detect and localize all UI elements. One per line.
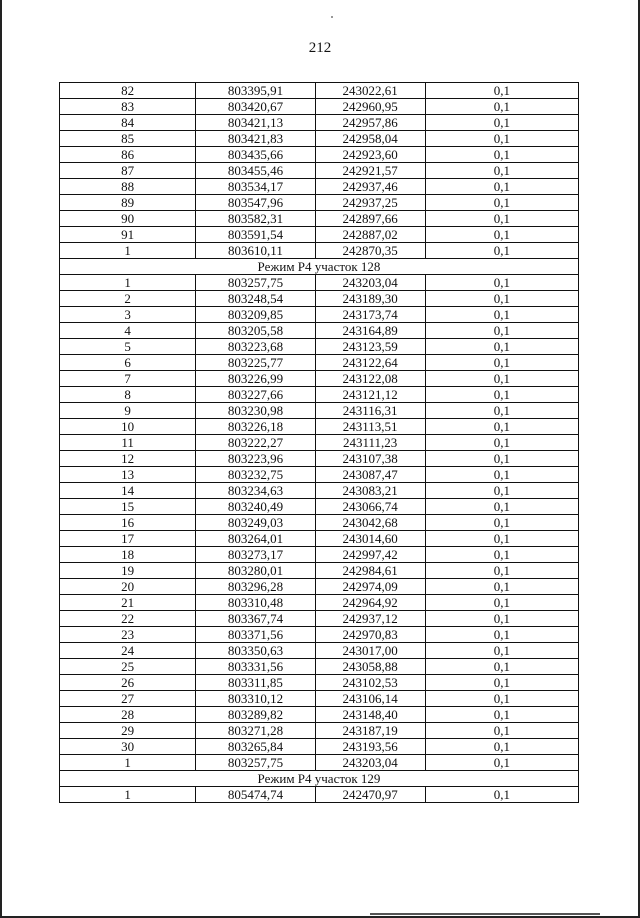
accuracy-cell: 0,1 <box>425 755 578 771</box>
y-coordinate-cell: 242964,92 <box>315 595 425 611</box>
point-number-cell: 1 <box>60 755 196 771</box>
x-coordinate-cell: 803209,85 <box>196 307 315 323</box>
point-number-cell: 1 <box>60 787 196 803</box>
table-row <box>60 723 579 739</box>
table-row <box>60 275 579 291</box>
x-coordinate-cell: 803547,96 <box>196 195 315 211</box>
accuracy-cell: 0,1 <box>425 723 578 739</box>
x-coordinate-cell: 803257,75 <box>196 755 315 771</box>
x-coordinate-cell: 803240,49 <box>196 499 315 515</box>
x-coordinate-cell: 803264,01 <box>196 531 315 547</box>
section-heading: Режим Р4 участок 128 <box>60 259 579 275</box>
y-coordinate-cell: 242974,09 <box>315 579 425 595</box>
accuracy-cell: 0,1 <box>425 179 578 195</box>
x-coordinate-cell: 803582,31 <box>196 211 315 227</box>
table-row <box>60 579 579 595</box>
y-coordinate-cell: 242937,25 <box>315 195 425 211</box>
point-number-cell: 9 <box>60 403 196 419</box>
y-coordinate-cell: 243193,56 <box>315 739 425 755</box>
x-coordinate-cell: 803232,75 <box>196 467 315 483</box>
x-coordinate-cell: 803610,11 <box>196 243 315 259</box>
point-number-cell: 90 <box>60 211 196 227</box>
table-row <box>60 467 579 483</box>
x-coordinate-cell: 803591,54 <box>196 227 315 243</box>
point-number-cell: 15 <box>60 499 196 515</box>
table-row <box>60 403 579 419</box>
x-coordinate-cell: 803350,63 <box>196 643 315 659</box>
table-row <box>60 83 579 99</box>
point-number-cell: 8 <box>60 387 196 403</box>
y-coordinate-cell: 242970,83 <box>315 627 425 643</box>
point-number-cell: 82 <box>60 83 196 99</box>
y-coordinate-cell: 242470,97 <box>315 787 425 803</box>
y-coordinate-cell: 243148,40 <box>315 707 425 723</box>
x-coordinate-cell: 803421,83 <box>196 131 315 147</box>
point-number-cell: 14 <box>60 483 196 499</box>
table-row <box>60 787 579 803</box>
point-number-cell: 10 <box>60 419 196 435</box>
y-coordinate-cell: 242958,04 <box>315 131 425 147</box>
y-coordinate-cell: 242997,42 <box>315 547 425 563</box>
table-row <box>60 339 579 355</box>
x-coordinate-cell: 805474,74 <box>196 787 315 803</box>
y-coordinate-cell: 243022,61 <box>315 83 425 99</box>
accuracy-cell: 0,1 <box>425 739 578 755</box>
y-coordinate-cell: 243083,21 <box>315 483 425 499</box>
x-coordinate-cell: 803248,54 <box>196 291 315 307</box>
table-row <box>60 739 579 755</box>
table-row <box>60 659 579 675</box>
y-coordinate-cell: 243106,14 <box>315 691 425 707</box>
point-number-cell: 25 <box>60 659 196 675</box>
accuracy-cell: 0,1 <box>425 707 578 723</box>
table-row <box>60 115 579 131</box>
table-row <box>60 451 579 467</box>
point-number-cell: 4 <box>60 323 196 339</box>
accuracy-cell: 0,1 <box>425 195 578 211</box>
x-coordinate-cell: 803230,98 <box>196 403 315 419</box>
section-heading-row <box>60 259 579 275</box>
table-row <box>60 163 579 179</box>
table-row <box>60 643 579 659</box>
point-number-cell: 87 <box>60 163 196 179</box>
x-coordinate-cell: 803222,27 <box>196 435 315 451</box>
accuracy-cell: 0,1 <box>425 515 578 531</box>
accuracy-cell: 0,1 <box>425 387 578 403</box>
table-row <box>60 499 579 515</box>
x-coordinate-cell: 803226,18 <box>196 419 315 435</box>
accuracy-cell: 0,1 <box>425 115 578 131</box>
table-row <box>60 195 579 211</box>
page-number: 212 <box>308 40 332 56</box>
point-number-cell: 13 <box>60 467 196 483</box>
accuracy-cell: 0,1 <box>425 627 578 643</box>
point-number-cell: 20 <box>60 579 196 595</box>
y-coordinate-cell: 243102,53 <box>315 675 425 691</box>
x-coordinate-cell: 803225,77 <box>196 355 315 371</box>
point-number-cell: 30 <box>60 739 196 755</box>
y-coordinate-cell: 243116,31 <box>315 403 425 419</box>
x-coordinate-cell: 803273,17 <box>196 547 315 563</box>
y-coordinate-cell: 242984,61 <box>315 563 425 579</box>
point-number-cell: 7 <box>60 371 196 387</box>
point-number-cell: 27 <box>60 691 196 707</box>
table-row <box>60 419 579 435</box>
accuracy-cell: 0,1 <box>425 99 578 115</box>
accuracy-cell: 0,1 <box>425 643 578 659</box>
table-row <box>60 211 579 227</box>
x-coordinate-cell: 803227,66 <box>196 387 315 403</box>
accuracy-cell: 0,1 <box>425 131 578 147</box>
table-row <box>60 243 579 259</box>
accuracy-cell: 0,1 <box>425 147 578 163</box>
y-coordinate-cell: 242923,60 <box>315 147 425 163</box>
accuracy-cell: 0,1 <box>425 243 578 259</box>
x-coordinate-cell: 803205,58 <box>196 323 315 339</box>
y-coordinate-cell: 243203,04 <box>315 275 425 291</box>
accuracy-cell: 0,1 <box>425 403 578 419</box>
table-row <box>60 435 579 451</box>
x-coordinate-cell: 803271,28 <box>196 723 315 739</box>
table-row <box>60 147 579 163</box>
x-coordinate-cell: 803223,96 <box>196 451 315 467</box>
point-number-cell: 86 <box>60 147 196 163</box>
y-coordinate-cell: 242937,12 <box>315 611 425 627</box>
y-coordinate-cell: 243121,12 <box>315 387 425 403</box>
y-coordinate-cell: 242897,66 <box>315 211 425 227</box>
y-coordinate-cell: 242937,46 <box>315 179 425 195</box>
accuracy-cell: 0,1 <box>425 371 578 387</box>
table-row <box>60 355 579 371</box>
point-number-cell: 6 <box>60 355 196 371</box>
accuracy-cell: 0,1 <box>425 419 578 435</box>
point-number-cell: 19 <box>60 563 196 579</box>
x-coordinate-cell: 803280,01 <box>196 563 315 579</box>
point-number-cell: 2 <box>60 291 196 307</box>
section-heading-row <box>60 771 579 787</box>
table-row <box>60 371 579 387</box>
table-row <box>60 755 579 771</box>
table-row <box>60 387 579 403</box>
y-coordinate-cell: 242960,95 <box>315 99 425 115</box>
x-coordinate-cell: 803311,85 <box>196 675 315 691</box>
point-number-cell: 28 <box>60 707 196 723</box>
x-coordinate-cell: 803367,74 <box>196 611 315 627</box>
y-coordinate-cell: 243173,74 <box>315 307 425 323</box>
table-row <box>60 515 579 531</box>
y-coordinate-cell: 242921,57 <box>315 163 425 179</box>
x-coordinate-cell: 803296,28 <box>196 579 315 595</box>
x-coordinate-cell: 803435,66 <box>196 147 315 163</box>
x-coordinate-cell: 803223,68 <box>196 339 315 355</box>
y-coordinate-cell: 243087,47 <box>315 467 425 483</box>
accuracy-cell: 0,1 <box>425 291 578 307</box>
table-row <box>60 291 579 307</box>
accuracy-cell: 0,1 <box>425 307 578 323</box>
point-number-cell: 88 <box>60 179 196 195</box>
accuracy-cell: 0,1 <box>425 547 578 563</box>
x-coordinate-cell: 803420,67 <box>196 99 315 115</box>
table-row <box>60 691 579 707</box>
accuracy-cell: 0,1 <box>425 675 578 691</box>
x-coordinate-cell: 803395,91 <box>196 83 315 99</box>
x-coordinate-cell: 803289,82 <box>196 707 315 723</box>
accuracy-cell: 0,1 <box>425 323 578 339</box>
point-number-cell: 24 <box>60 643 196 659</box>
point-number-cell: 11 <box>60 435 196 451</box>
y-coordinate-cell: 242887,02 <box>315 227 425 243</box>
accuracy-cell: 0,1 <box>425 691 578 707</box>
accuracy-cell: 0,1 <box>425 563 578 579</box>
point-number-cell: 16 <box>60 515 196 531</box>
accuracy-cell: 0,1 <box>425 499 578 515</box>
accuracy-cell: 0,1 <box>425 435 578 451</box>
table-row <box>60 675 579 691</box>
accuracy-cell: 0,1 <box>425 355 578 371</box>
x-coordinate-cell: 803310,48 <box>196 595 315 611</box>
scan-artifact-line <box>370 913 600 915</box>
x-coordinate-cell: 803455,46 <box>196 163 315 179</box>
table-row <box>60 227 579 243</box>
accuracy-cell: 0,1 <box>425 467 578 483</box>
point-number-cell: 1 <box>60 275 196 291</box>
accuracy-cell: 0,1 <box>425 163 578 179</box>
y-coordinate-cell: 243017,00 <box>315 643 425 659</box>
x-coordinate-cell: 803371,56 <box>196 627 315 643</box>
table-row <box>60 707 579 723</box>
accuracy-cell: 0,1 <box>425 659 578 675</box>
accuracy-cell: 0,1 <box>425 275 578 291</box>
y-coordinate-cell: 243066,74 <box>315 499 425 515</box>
y-coordinate-cell: 243122,08 <box>315 371 425 387</box>
point-number-cell: 1 <box>60 243 196 259</box>
point-number-cell: 91 <box>60 227 196 243</box>
table-row <box>60 547 579 563</box>
table-row <box>60 99 579 115</box>
y-coordinate-cell: 243107,38 <box>315 451 425 467</box>
y-coordinate-cell: 243122,64 <box>315 355 425 371</box>
table-row <box>60 563 579 579</box>
x-coordinate-cell: 803226,99 <box>196 371 315 387</box>
x-coordinate-cell: 803421,13 <box>196 115 315 131</box>
table-row <box>60 483 579 499</box>
section-heading: Режим Р4 участок 129 <box>60 771 579 787</box>
accuracy-cell: 0,1 <box>425 483 578 499</box>
y-coordinate-cell: 243187,19 <box>315 723 425 739</box>
point-number-cell: 17 <box>60 531 196 547</box>
table-row <box>60 323 579 339</box>
accuracy-cell: 0,1 <box>425 227 578 243</box>
accuracy-cell: 0,1 <box>425 595 578 611</box>
y-coordinate-cell: 243123,59 <box>315 339 425 355</box>
point-number-cell: 84 <box>60 115 196 131</box>
table-row <box>60 131 579 147</box>
point-number-cell: 23 <box>60 627 196 643</box>
y-coordinate-cell: 243042,68 <box>315 515 425 531</box>
y-coordinate-cell: 243113,51 <box>315 419 425 435</box>
point-number-cell: 21 <box>60 595 196 611</box>
x-coordinate-cell: 803265,84 <box>196 739 315 755</box>
table-row <box>60 595 579 611</box>
point-number-cell: 29 <box>60 723 196 739</box>
table-row <box>60 611 579 627</box>
point-number-cell: 89 <box>60 195 196 211</box>
table-row <box>60 627 579 643</box>
accuracy-cell: 0,1 <box>425 579 578 595</box>
y-coordinate-cell: 243203,04 <box>315 755 425 771</box>
coordinates-table-body <box>60 83 579 803</box>
accuracy-cell: 0,1 <box>425 339 578 355</box>
table-row <box>60 307 579 323</box>
point-number-cell: 26 <box>60 675 196 691</box>
x-coordinate-cell: 803310,12 <box>196 691 315 707</box>
accuracy-cell: 0,1 <box>425 611 578 627</box>
table-row <box>60 179 579 195</box>
y-coordinate-cell: 242870,35 <box>315 243 425 259</box>
x-coordinate-cell: 803534,17 <box>196 179 315 195</box>
y-coordinate-cell: 243058,88 <box>315 659 425 675</box>
point-number-cell: 5 <box>60 339 196 355</box>
point-number-cell: 3 <box>60 307 196 323</box>
point-number-cell: 12 <box>60 451 196 467</box>
y-coordinate-cell: 242957,86 <box>315 115 425 131</box>
x-coordinate-cell: 803331,56 <box>196 659 315 675</box>
y-coordinate-cell: 243111,23 <box>315 435 425 451</box>
x-coordinate-cell: 803257,75 <box>196 275 315 291</box>
accuracy-cell: 0,1 <box>425 787 578 803</box>
point-number-cell: 22 <box>60 611 196 627</box>
scan-speck <box>331 16 333 18</box>
y-coordinate-cell: 243189,30 <box>315 291 425 307</box>
y-coordinate-cell: 243164,89 <box>315 323 425 339</box>
x-coordinate-cell: 803249,03 <box>196 515 315 531</box>
point-number-cell: 83 <box>60 99 196 115</box>
accuracy-cell: 0,1 <box>425 531 578 547</box>
coordinates-table <box>59 82 579 803</box>
table-row <box>60 531 579 547</box>
accuracy-cell: 0,1 <box>425 451 578 467</box>
page-edge-left <box>0 0 2 918</box>
x-coordinate-cell: 803234,63 <box>196 483 315 499</box>
point-number-cell: 85 <box>60 131 196 147</box>
accuracy-cell: 0,1 <box>425 83 578 99</box>
point-number-cell: 18 <box>60 547 196 563</box>
accuracy-cell: 0,1 <box>425 211 578 227</box>
y-coordinate-cell: 243014,60 <box>315 531 425 547</box>
